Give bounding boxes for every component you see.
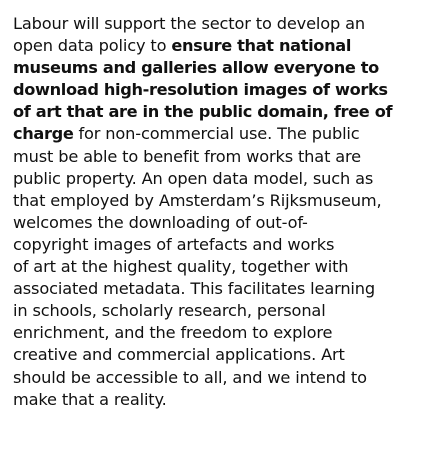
text-segment: must be able to benefit from works that are [13,146,361,166]
bold-text-segment: download high-resolution images of works [13,80,388,100]
text-segment: that employed by Amsterdam’s Rijksmuseum, [13,190,382,210]
paragraph-line [13,146,433,168]
text-segment: open data policy to [13,36,172,56]
text-segment: enrichment, and the freedom to explore [13,323,333,343]
paragraph-line [13,212,433,234]
text-segment: for non-commercial use. The public [73,124,360,144]
paragraph-line [13,13,433,35]
bold-text-segment: ensure that national [171,36,352,56]
paragraph-line [13,300,433,322]
policy-paragraph [13,13,433,411]
text-segment: should be accessible to all, and we intend to [13,367,367,387]
paragraph-line [13,57,433,79]
paragraph-line [13,35,433,57]
paragraph-line [13,168,433,190]
text-segment: copyright images of artefacts and works [13,234,335,254]
paragraph-line [13,190,433,212]
paragraph-line [13,389,433,411]
paragraph-line [13,123,433,145]
text-segment: welcomes the downloading of out-of- [13,212,308,232]
text-segment: creative and commercial applications. Art [13,345,345,365]
text-segment: public property. An open data model, such as [13,168,374,188]
paragraph-line [13,322,433,344]
paragraph-line [13,278,433,300]
text-segment: make that a reality. [13,389,167,409]
paragraph-line [13,367,433,389]
paragraph-line [13,79,433,101]
text-segment: of art at the highest quality, together with [13,257,349,277]
paragraph-line [13,234,433,256]
bold-text-segment: museums and galleries allow everyone to [13,58,379,78]
paragraph-line [13,101,433,123]
text-segment: in schools, scholarly research, personal [13,301,326,321]
text-segment: associated metadata. This facilitates learning [13,279,376,299]
bold-text-segment: charge [13,124,74,144]
paragraph-line [13,256,433,278]
paragraph-line [13,344,433,366]
text-segment: Labour will support the sector to develop an [13,14,365,33]
bold-text-segment: of art that are in the public domain, free of [13,102,393,122]
